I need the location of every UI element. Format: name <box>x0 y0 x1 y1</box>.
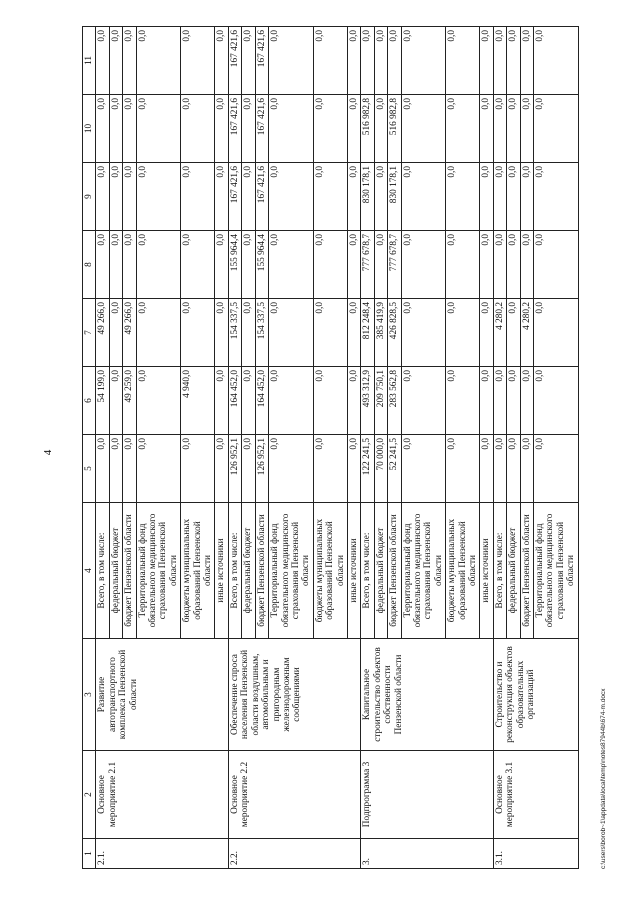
amount-cell: 126 952,1 <box>255 435 268 503</box>
amount-cell: 0,0 <box>493 163 506 231</box>
amount-cell: 0,0 <box>136 299 181 367</box>
column-header: 6 <box>83 367 96 435</box>
program-name: Подпрограмма 3 <box>361 751 493 839</box>
amount-cell: 0,0 <box>493 435 506 503</box>
amount-cell: 0,0 <box>520 231 533 299</box>
amount-cell: 516 982,8 <box>388 95 401 163</box>
amount-cell: 0,0 <box>242 299 255 367</box>
amount-cell: 0,0 <box>347 95 360 163</box>
amount-cell: 493 312,9 <box>361 367 374 435</box>
amount-cell: 0,0 <box>136 163 181 231</box>
amount-cell: 385 419,9 <box>374 299 387 367</box>
amount-cell: 0,0 <box>401 163 446 231</box>
footer-file-path: c:\users\borob~1\appdata\local\temp\notes87944b\674-m.docx <box>600 688 607 869</box>
amount-cell: 516 982,8 <box>361 95 374 163</box>
amount-cell: 0,0 <box>269 435 314 503</box>
amount-cell: 0,0 <box>401 27 446 95</box>
column-header: 11 <box>83 27 96 95</box>
amount-cell: 0,0 <box>534 367 579 435</box>
amount-cell: 0,0 <box>401 435 446 503</box>
amount-cell: 0,0 <box>446 299 480 367</box>
funding-source: федеральный бюджет <box>242 503 255 639</box>
amount-cell: 0,0 <box>347 367 360 435</box>
amount-cell: 0,0 <box>136 231 181 299</box>
column-header: 9 <box>83 163 96 231</box>
funding-source: федеральный бюджет <box>374 503 387 639</box>
amount-cell: 0,0 <box>123 231 136 299</box>
amount-cell: 0,0 <box>96 231 109 299</box>
amount-cell: 52 241,5 <box>388 435 401 503</box>
amount-cell: 0,0 <box>446 231 480 299</box>
funding-source: бюджет Пензенской области <box>255 503 268 639</box>
program-description: Капитальное строительство объектов собственности Пензенской области <box>361 639 493 751</box>
funding-source: Территориальный фонд обязательного медицинского страхования Пензенской области <box>269 503 314 639</box>
amount-cell: 0,0 <box>534 231 579 299</box>
amount-cell: 777 678,7 <box>361 231 374 299</box>
funding-source: иные источники <box>215 503 228 639</box>
program-description: Развитие автотранспортного комплекса Пензенской области <box>96 639 228 751</box>
amount-cell: 0,0 <box>480 231 493 299</box>
amount-cell: 167 421,6 <box>255 27 268 95</box>
amount-cell: 154 337,5 <box>228 299 241 367</box>
row-number: 3.1. <box>493 839 578 869</box>
table-header-row <box>83 27 96 869</box>
amount-cell: 0,0 <box>215 367 228 435</box>
amount-cell: 0,0 <box>109 163 122 231</box>
amount-cell: 0,0 <box>215 231 228 299</box>
amount-cell: 0,0 <box>520 435 533 503</box>
amount-cell: 0,0 <box>507 95 520 163</box>
column-header: 10 <box>83 95 96 163</box>
amount-cell: 0,0 <box>534 163 579 231</box>
amount-cell: 0,0 <box>123 27 136 95</box>
amount-cell: 830 178,1 <box>388 163 401 231</box>
amount-cell: 0,0 <box>480 299 493 367</box>
funding-source: федеральный бюджет <box>507 503 520 639</box>
funding-source: Всего, в том числе: <box>493 503 506 639</box>
amount-cell: 0,0 <box>242 231 255 299</box>
amount-cell: 0,0 <box>347 163 360 231</box>
funding-source: бюджет Пензенской области <box>520 503 533 639</box>
amount-cell: 0,0 <box>401 299 446 367</box>
amount-cell: 126 952,1 <box>228 435 241 503</box>
amount-cell: 0,0 <box>313 367 347 435</box>
amount-cell: 0,0 <box>507 27 520 95</box>
amount-cell: 209 750,1 <box>374 367 387 435</box>
amount-cell: 0,0 <box>313 27 347 95</box>
table-row <box>228 27 241 869</box>
amount-cell: 0,0 <box>215 27 228 95</box>
amount-cell: 0,0 <box>534 435 579 503</box>
amount-cell: 0,0 <box>361 27 374 95</box>
column-header: 4 <box>83 503 96 639</box>
amount-cell: 812 248,4 <box>361 299 374 367</box>
amount-cell: 0,0 <box>181 231 215 299</box>
amount-cell: 0,0 <box>401 231 446 299</box>
amount-cell: 0,0 <box>242 27 255 95</box>
column-header: 7 <box>83 299 96 367</box>
amount-cell: 0,0 <box>493 367 506 435</box>
amount-cell: 0,0 <box>136 435 181 503</box>
amount-cell: 0,0 <box>520 95 533 163</box>
amount-cell: 167 421,6 <box>228 27 241 95</box>
funding-source: иные источники <box>480 503 493 639</box>
amount-cell: 0,0 <box>181 435 215 503</box>
amount-cell: 0,0 <box>446 27 480 95</box>
amount-cell: 0,0 <box>313 163 347 231</box>
amount-cell: 0,0 <box>313 435 347 503</box>
funding-source: иные источники <box>347 503 360 639</box>
amount-cell: 0,0 <box>480 95 493 163</box>
amount-cell: 0,0 <box>347 231 360 299</box>
funding-source: Всего, в том числе: <box>228 503 241 639</box>
amount-cell: 0,0 <box>480 27 493 95</box>
amount-cell: 49 266,0 <box>96 299 109 367</box>
column-header: 1 <box>83 839 96 869</box>
amount-cell: 0,0 <box>401 367 446 435</box>
amount-cell: 0,0 <box>136 95 181 163</box>
funding-source: бюджет Пензенской области <box>388 503 401 639</box>
column-header: 2 <box>83 751 96 839</box>
amount-cell: 0,0 <box>347 299 360 367</box>
amount-cell: 0,0 <box>123 163 136 231</box>
amount-cell: 0,0 <box>480 367 493 435</box>
amount-cell: 0,0 <box>269 367 314 435</box>
program-description: Строительство и реконструкция объектов образовательных организаций <box>493 639 578 751</box>
amount-cell: 830 178,1 <box>361 163 374 231</box>
program-description: Обеспечение спроса населения Пензенской области воздушным, автомобильным и пригородным железнодорожным сообщениями <box>228 639 360 751</box>
amount-cell: 0,0 <box>446 367 480 435</box>
amount-cell: 0,0 <box>215 95 228 163</box>
page-number: 4 <box>42 449 54 456</box>
amount-cell: 0,0 <box>480 163 493 231</box>
amount-cell: 0,0 <box>269 231 314 299</box>
amount-cell: 167 421,6 <box>228 95 241 163</box>
amount-cell: 0,0 <box>520 27 533 95</box>
funding-source: Территориальный фонд обязательного медицинского страхования Пензенской области <box>136 503 181 639</box>
funding-source: бюджеты муниципальных образований Пензенской области <box>446 503 480 639</box>
amount-cell: 0,0 <box>269 95 314 163</box>
amount-cell: 167 421,6 <box>255 163 268 231</box>
amount-cell: 0,0 <box>374 95 387 163</box>
funding-source: Всего, в том числе: <box>361 503 374 639</box>
funding-source: Территориальный фонд обязательного медицинского страхования Пензенской области <box>401 503 446 639</box>
amount-cell: 155 964,4 <box>255 231 268 299</box>
funding-source: бюджеты муниципальных образований Пензенской области <box>313 503 347 639</box>
funding-source: бюджет Пензенской области <box>123 503 136 639</box>
amount-cell: 0,0 <box>507 231 520 299</box>
amount-cell: 0,0 <box>96 95 109 163</box>
program-name: Основное мероприятие 2.2 <box>228 751 360 839</box>
amount-cell: 70 000,0 <box>374 435 387 503</box>
amount-cell: 0,0 <box>109 231 122 299</box>
column-header: 5 <box>83 435 96 503</box>
amount-cell: 49 266,0 <box>123 299 136 367</box>
amount-cell: 0,0 <box>507 435 520 503</box>
table-row <box>493 27 506 869</box>
amount-cell: 4 280,2 <box>520 299 533 367</box>
amount-cell: 0,0 <box>215 299 228 367</box>
amount-cell: 0,0 <box>313 95 347 163</box>
table-row <box>96 27 109 869</box>
amount-cell: 0,0 <box>446 95 480 163</box>
amount-cell: 0,0 <box>269 27 314 95</box>
funding-source: федеральный бюджет <box>109 503 122 639</box>
amount-cell: 4 280,2 <box>493 299 506 367</box>
budget-table <box>82 26 579 869</box>
amount-cell: 49 259,0 <box>123 367 136 435</box>
amount-cell: 0,0 <box>520 163 533 231</box>
amount-cell: 164 452,0 <box>255 367 268 435</box>
amount-cell: 0,0 <box>507 367 520 435</box>
amount-cell: 777 678,7 <box>388 231 401 299</box>
amount-cell: 0,0 <box>109 435 122 503</box>
amount-cell: 0,0 <box>446 163 480 231</box>
amount-cell: 0,0 <box>374 231 387 299</box>
amount-cell: 0,0 <box>493 27 506 95</box>
amount-cell: 0,0 <box>388 27 401 95</box>
amount-cell: 0,0 <box>96 163 109 231</box>
amount-cell: 122 241,5 <box>361 435 374 503</box>
amount-cell: 0,0 <box>136 27 181 95</box>
funding-source: Всего, в том числе: <box>96 503 109 639</box>
amount-cell: 0,0 <box>242 95 255 163</box>
amount-cell: 0,0 <box>269 163 314 231</box>
amount-cell: 0,0 <box>313 299 347 367</box>
amount-cell: 0,0 <box>507 299 520 367</box>
amount-cell: 0,0 <box>446 435 480 503</box>
amount-cell: 0,0 <box>520 367 533 435</box>
amount-cell: 167 421,6 <box>255 95 268 163</box>
amount-cell: 0,0 <box>96 435 109 503</box>
amount-cell: 0,0 <box>269 299 314 367</box>
amount-cell: 0,0 <box>181 27 215 95</box>
amount-cell: 0,0 <box>109 95 122 163</box>
amount-cell: 0,0 <box>96 27 109 95</box>
amount-cell: 0,0 <box>242 163 255 231</box>
amount-cell: 0,0 <box>313 231 347 299</box>
column-header: 3 <box>83 639 96 751</box>
program-name: Основное мероприятие 2.1 <box>96 751 228 839</box>
amount-cell: 0,0 <box>136 367 181 435</box>
amount-cell: 0,0 <box>181 95 215 163</box>
amount-cell: 164 452,0 <box>228 367 241 435</box>
row-number: 2.2. <box>228 839 360 869</box>
amount-cell: 0,0 <box>242 367 255 435</box>
amount-cell: 0,0 <box>401 95 446 163</box>
amount-cell: 0,0 <box>374 27 387 95</box>
amount-cell: 283 562,8 <box>388 367 401 435</box>
amount-cell: 0,0 <box>374 163 387 231</box>
amount-cell: 0,0 <box>347 435 360 503</box>
amount-cell: 154 337,5 <box>255 299 268 367</box>
amount-cell: 0,0 <box>242 435 255 503</box>
amount-cell: 0,0 <box>109 367 122 435</box>
amount-cell: 0,0 <box>109 299 122 367</box>
amount-cell: 0,0 <box>109 27 122 95</box>
amount-cell: 0,0 <box>181 299 215 367</box>
amount-cell: 54 199,0 <box>96 367 109 435</box>
amount-cell: 0,0 <box>347 27 360 95</box>
row-number: 3. <box>361 839 493 869</box>
row-number: 2.1. <box>96 839 228 869</box>
amount-cell: 155 964,4 <box>228 231 241 299</box>
amount-cell: 0,0 <box>534 299 579 367</box>
amount-cell: 0,0 <box>480 435 493 503</box>
funding-source: Территориальный фонд обязательного медицинского страхования Пензенской области <box>534 503 579 639</box>
amount-cell: 167 421,6 <box>228 163 241 231</box>
table-row <box>361 27 374 869</box>
amount-cell: 0,0 <box>215 435 228 503</box>
amount-cell: 0,0 <box>493 231 506 299</box>
amount-cell: 0,0 <box>493 95 506 163</box>
amount-cell: 0,0 <box>123 95 136 163</box>
amount-cell: 0,0 <box>534 27 579 95</box>
amount-cell: 0,0 <box>181 163 215 231</box>
amount-cell: 0,0 <box>507 163 520 231</box>
column-header: 8 <box>83 231 96 299</box>
amount-cell: 426 828,5 <box>388 299 401 367</box>
funding-source: бюджеты муниципальных образований Пензенской области <box>181 503 215 639</box>
amount-cell: 0,0 <box>215 163 228 231</box>
amount-cell: 0,0 <box>534 95 579 163</box>
table-body <box>96 27 578 869</box>
program-name: Основное мероприятие 3.1 <box>493 751 578 839</box>
amount-cell: 0,0 <box>123 435 136 503</box>
amount-cell: 4 940,0 <box>181 367 215 435</box>
